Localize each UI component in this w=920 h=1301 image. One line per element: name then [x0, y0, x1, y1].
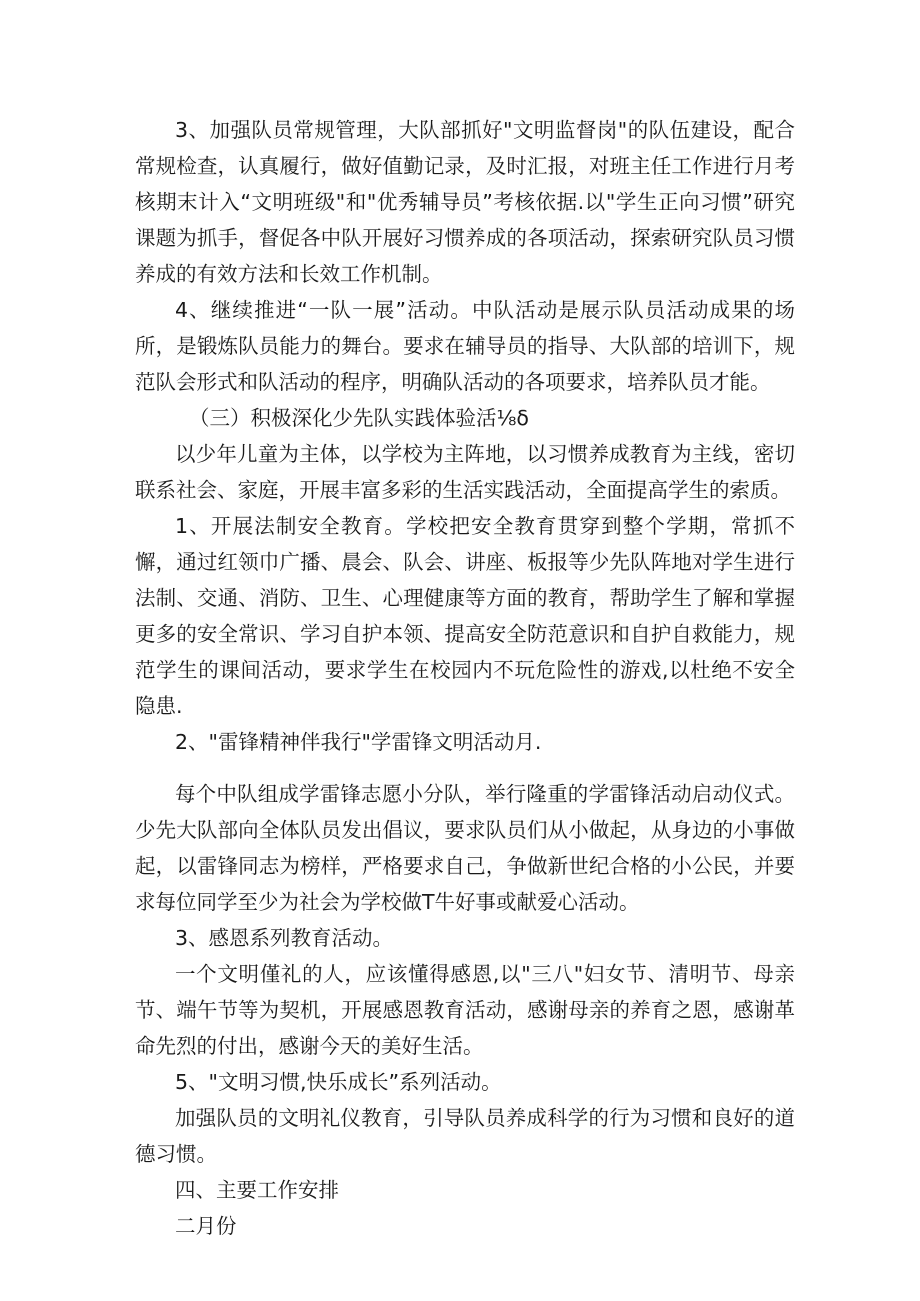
paragraph-leifeng-title: 2、"雷锋精神伴我行"学雷锋文明活动月.	[175, 730, 542, 754]
section-heading-3: （三）积极深化少先队实践体验活⅛δ	[189, 406, 529, 430]
month-heading: 二月份	[175, 1214, 237, 1238]
paragraph-leifeng-body: 每个中队组成学雷锋志愿小分队，举行隆重的学雷锋活动启动仪式。少先大队部向全体队员发出倡议，要求队员们从小做起，从身边的小事做起，以雷锋同志为榜样，严格要求自己，争做新世纪合格的小公民，并要求每位同学至少为社会为学校做T牛好事或献爱心活动。	[135, 782, 795, 914]
paragraph-item-4: 4、继续推进“一队一展”活动。中队活动是展示队员活动成果的场所，是锻炼队员能力的舞台。要求在辅导员的指导、大队部的培训下，规范队会形式和队活动的程序，明确队活动的各项要求，培养队员才能。	[135, 298, 795, 394]
paragraph-gratitude-body: 一个文明僅礼的人，应该懂得感恩,以"三八"妇女节、清明节、母亲节、端午节等为契机，开展感恩教育活动，感谢母亲的养育之恩，感谢革命先烈的付出，感谢今天的美好生活。	[135, 962, 795, 1058]
section-heading-4: 四、主要工作安排	[175, 1178, 339, 1202]
paragraph-legal-safety: 1、开展法制安全教育。学校把安全教育贯穿到整个学期，常抓不懈，通过红领巾广播、晨会、队会、讲座、板报等少先队阵地对学生进行法制、交通、消防、卫生、心理健康等方面的教育，帮助学生了解和掌握更多的安全常识、学习自护本领、提高安全防范意识和自护自救能力，规范学生的课间活动，要求学生在校园内不玩危险性的游戏,以杜绝不安全隐患.	[135, 514, 795, 718]
paragraph-item-3: 3、加强队员常规管理，大队部抓好"文明监督岗"的队伍建设，配合常规检查，认真履行，做好值勤记录，及时汇报，对班主任工作进行月考核期末计入“文明班级"和"优秀辅导员”考核依据.以"学生正向习惯”研究课题为抓手，督促各中队开展好习惯养成的各项活动，探索研究队员习惯养成的有效方法和长效工作机制。	[135, 118, 795, 286]
document-body	[135, 112, 795, 1244]
paragraph-gratitude-title: 3、感恩系列教育活动。	[175, 926, 394, 950]
section-intro-paragraph: 以少年儿童为主体，以学校为主阵地，以习惯养成教育为主线，密切联系社会、家庭，开展丰富多彩的生活实践活动，全面提高学生的索质。	[135, 442, 795, 502]
paragraph-civility-body: 加强队员的文明礼仪教育，引导队员养成科学的行为习惯和良好的道德习惯。	[135, 1106, 795, 1166]
paragraph-civility-title: 5、"文明习惯,快乐成长”系列活动。	[175, 1070, 502, 1094]
